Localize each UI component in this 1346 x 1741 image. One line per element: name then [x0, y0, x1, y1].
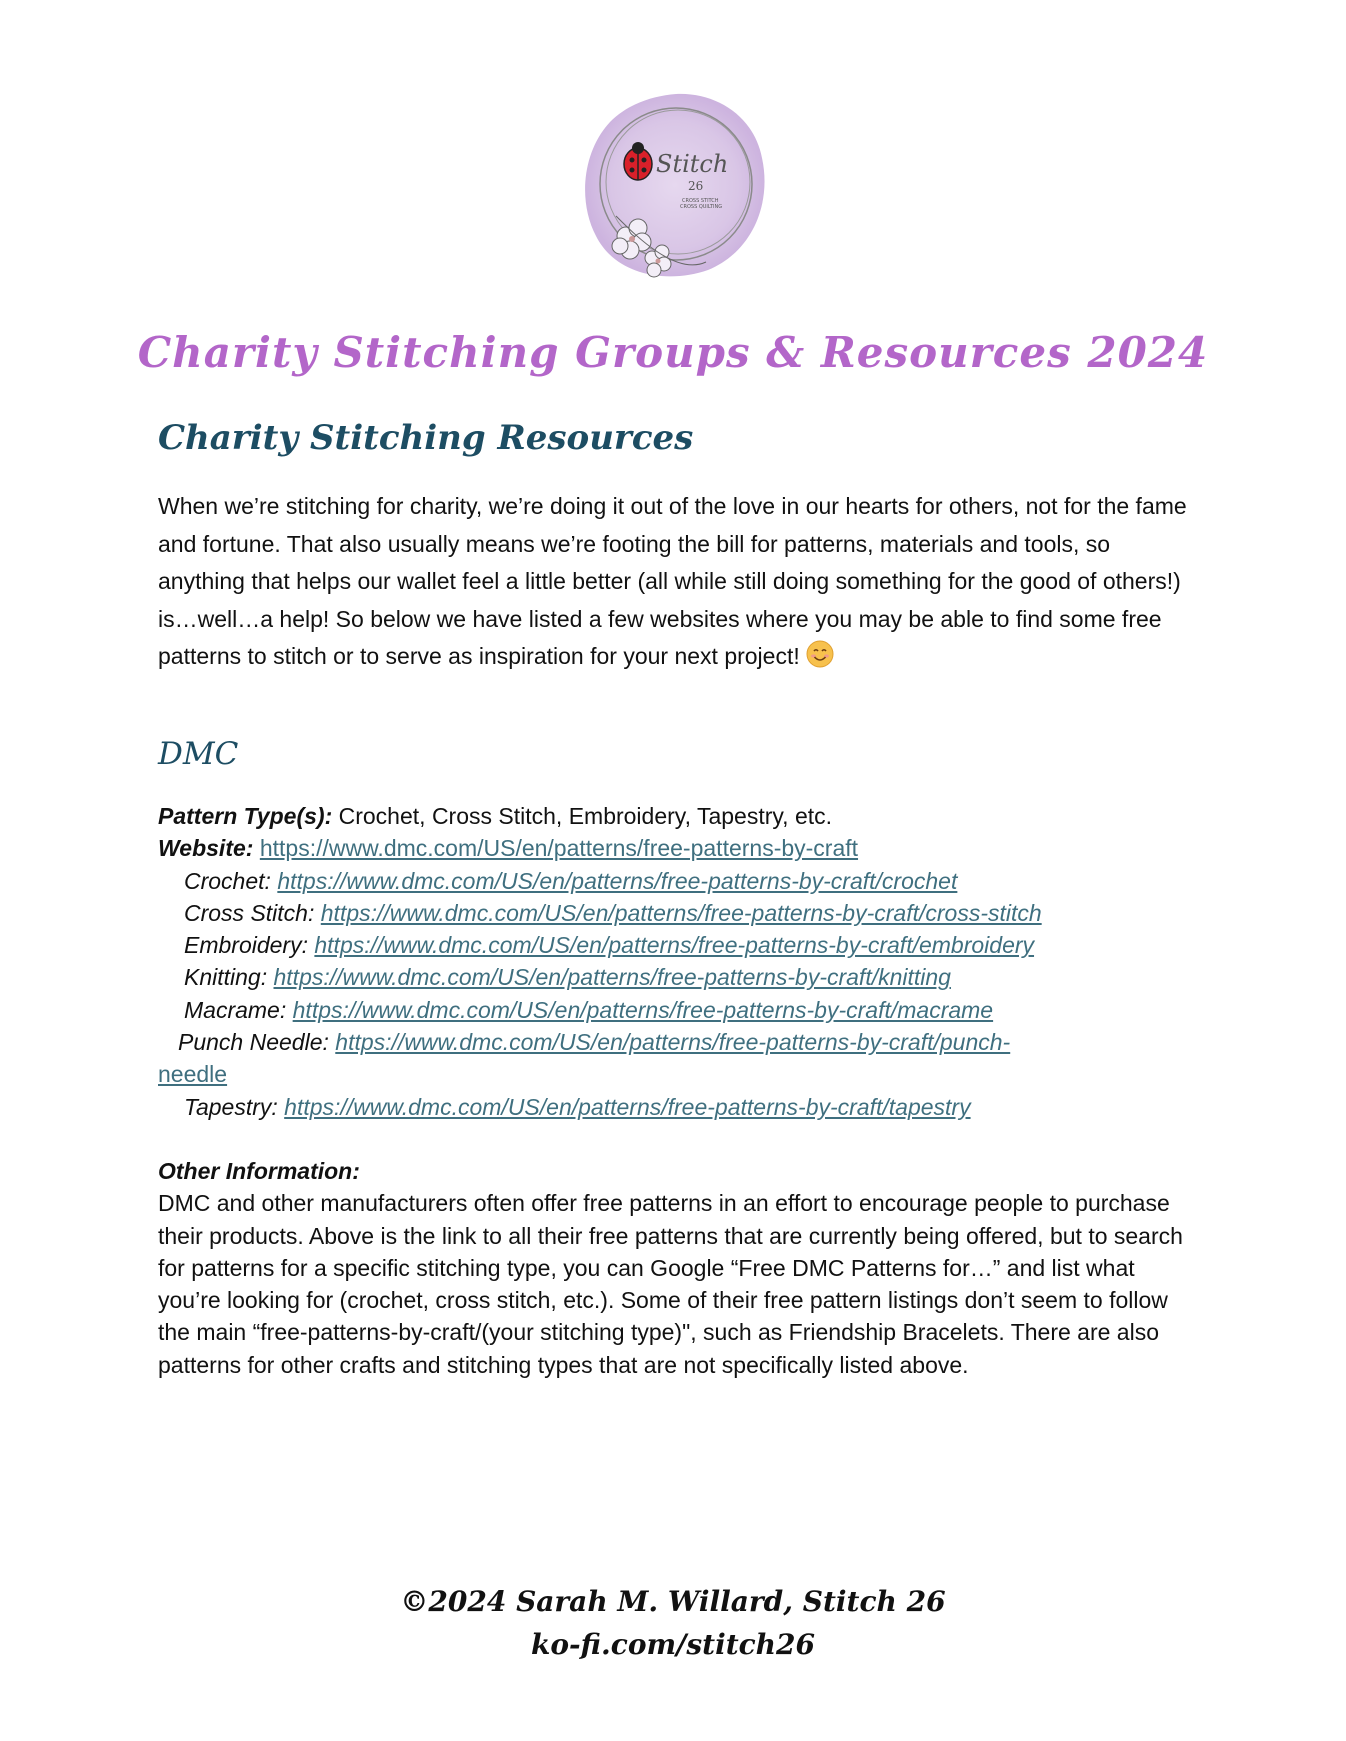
craft-line-tapestry: [158, 1091, 1188, 1123]
page-title: Charity Stitching Groups & Resources 2024: [137, 328, 1209, 377]
punch-needle-link-cont[interactable]: needle: [158, 1061, 228, 1088]
craft-label: Macrame:: [184, 996, 287, 1023]
craft-label: Embroidery:: [184, 932, 308, 959]
craft-label: Punch Needle:: [178, 1029, 329, 1056]
craft-line-embroidery: [158, 929, 1188, 961]
macrame-link[interactable]: https://www.dmc.com/US/en/patterns/free-patterns-by-craft/macrame: [292, 996, 994, 1023]
craft-line-macrame: [158, 994, 1188, 1026]
intro-paragraph: [158, 488, 1188, 676]
tapestry-link[interactable]: https://www.dmc.com/US/en/patterns/free-patterns-by-craft/tapestry: [284, 1093, 971, 1120]
punch-needle-link[interactable]: https://www.dmc.com/US/en/patterns/free-patterns-by-craft/punch-: [335, 1029, 1011, 1056]
footer-copyright: ©2024 Sarah M. Willard, Stitch 26: [400, 1585, 946, 1618]
craft-label: Knitting:: [184, 964, 268, 991]
stitch26-logo: [576, 86, 776, 286]
intro-text: When we’re stitching for charity, we’re doing it out of the love in our hearts for others, not for the fame and fortune. That also usually means we’re footing the bill for patterns, materials and tools, so anything that helps our wallet feel a little better (all while still doing something for the good of others!) is…well…a help! So below we have listed a few websites where you may be able to find some free patterns to stitch or to serve as inspiration for your next project!: [158, 493, 1187, 669]
website-link[interactable]: https://www.dmc.com/US/en/patterns/free-patterns-by-craft: [259, 835, 859, 862]
pattern-types-value: Crochet, Cross Stitch, Embroidery, Tapestry, etc.: [338, 803, 833, 829]
section-heading: Charity Stitching Resources: [158, 418, 694, 458]
craft-line-cross-stitch: [158, 897, 1188, 929]
dmc-details: [158, 800, 1188, 1381]
svg-text:Stitch: Stitch: [656, 150, 729, 178]
craft-line-punch-needle: [158, 1026, 1188, 1058]
other-info-label: Other Information:: [158, 1157, 360, 1184]
svg-text:26: 26: [688, 179, 704, 193]
dmc-heading: DMC: [158, 736, 239, 772]
crochet-link[interactable]: https://www.dmc.com/US/en/patterns/free-patterns-by-craft/crochet: [277, 867, 958, 894]
pattern-types-label: Pattern Type(s):: [158, 803, 333, 829]
other-info-line: [158, 1155, 1188, 1187]
craft-label: Cross Stitch:: [184, 899, 315, 926]
smiling-face-icon: [806, 640, 834, 668]
website-label: Website:: [158, 835, 254, 862]
pattern-types-line: [158, 800, 1188, 832]
svg-text:CROSS STITCH: CROSS STITCH: [682, 198, 719, 204]
website-line: [158, 832, 1188, 864]
craft-label: Crochet:: [184, 867, 271, 894]
svg-text:CROSS QUILTING: CROSS QUILTING: [680, 204, 723, 210]
craft-label: Tapestry:: [184, 1093, 278, 1120]
cross-stitch-link[interactable]: https://www.dmc.com/US/en/patterns/free-patterns-by-craft/cross-stitch: [320, 899, 1042, 926]
craft-line-punch-needle-cont: [158, 1058, 1188, 1090]
footer-site: ko-fi.com/stitch26: [530, 1628, 816, 1661]
embroidery-link[interactable]: https://www.dmc.com/US/en/patterns/free-patterns-by-craft/embroidery: [314, 932, 1035, 959]
craft-line-knitting: [158, 961, 1188, 993]
craft-line-crochet: [158, 865, 1188, 897]
other-info-text: DMC and other manufacturers often offer free patterns in an effort to encourage people to purchase their products. Above is the link to all their free patterns that are currently being offered, but to search for patterns for a specific stitching type, you can Google “Free DMC Patterns for…” and list what you’re looking for (crochet, cross stitch, etc.). Some of their free pattern listings don’t seem to follow the main “free-patterns-by-craft/(your stitching type)", such as Friendship Bracelets. There are also patterns for other crafts and stitching types that are not specifically listed above.: [158, 1190, 1183, 1378]
knitting-link[interactable]: https://www.dmc.com/US/en/patterns/free-patterns-by-craft/knitting: [273, 964, 951, 991]
